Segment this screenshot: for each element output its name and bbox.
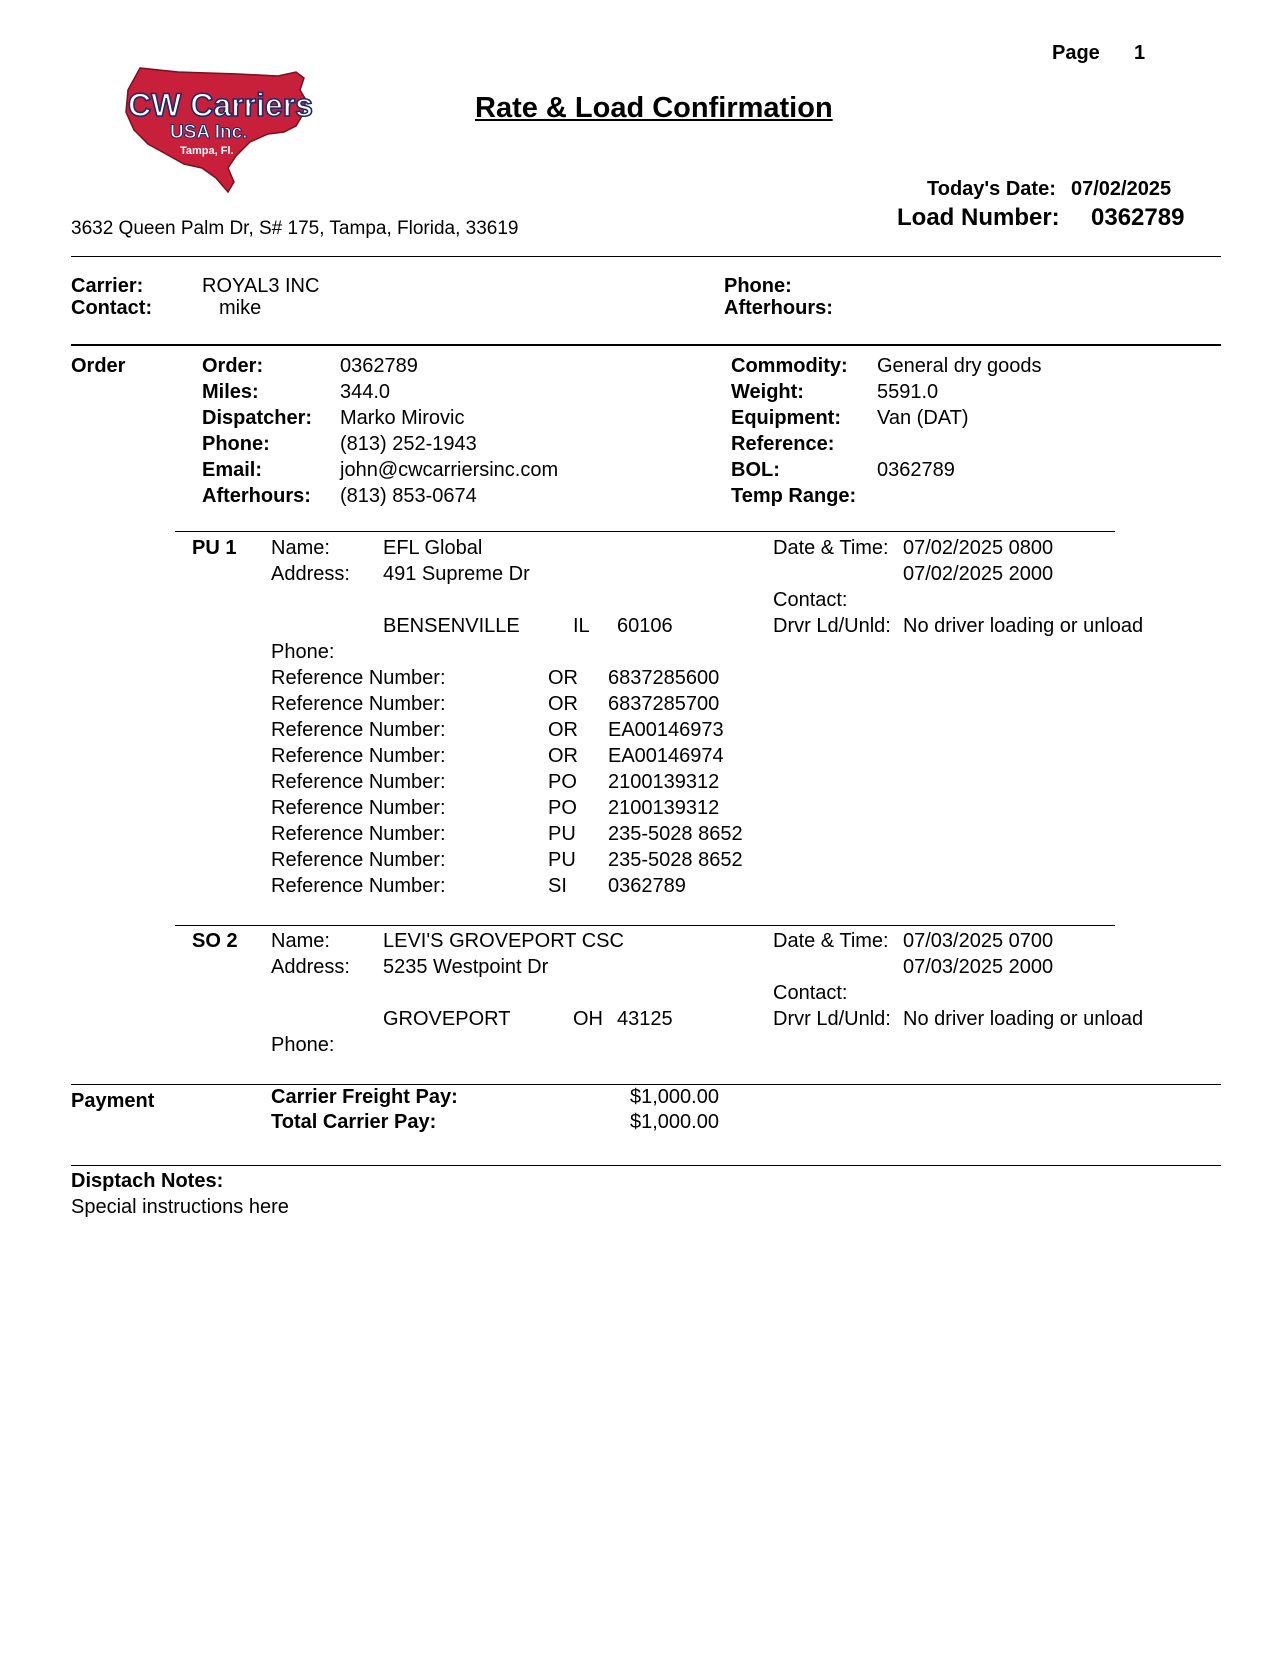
reference-label: Reference Number: [271, 667, 446, 689]
order-field-label: Commodity: [731, 355, 848, 377]
stop-datetime-label: Date & Time: [773, 537, 889, 559]
notes-divider [71, 1165, 1221, 1166]
reference-type: SI [548, 875, 567, 897]
stop-city: GROVEPORT [383, 1008, 511, 1030]
stop-zip: 60106 [617, 615, 673, 637]
reference-label: Reference Number: [271, 823, 446, 845]
order-field-label: Temp Range: [731, 485, 857, 507]
reference-value: 2100139312 [608, 771, 720, 793]
order-field-value: 5591.0 [877, 381, 939, 403]
stop-address-label: Address: [271, 956, 350, 978]
stop-name: EFL Global [383, 537, 483, 559]
reference-value: 235-5028 8652 [608, 849, 743, 871]
logo-line3: Tampa, Fl. [180, 145, 234, 157]
stop-phone-label: Phone: [271, 641, 335, 663]
stop-city: BENSENVILLE [383, 615, 520, 637]
order-section-label: Order [71, 355, 126, 377]
carrier-divider [71, 344, 1221, 346]
dispatch-notes-label: Disptach Notes: [71, 1170, 224, 1192]
stop-datetime-end: 07/03/2025 2000 [903, 956, 1054, 978]
stop-drvr-label: Drvr Ld/Unld: [773, 1008, 891, 1030]
reference-value: 2100139312 [608, 797, 720, 819]
company-address: 3632 Queen Palm Dr, S# 175, Tampa, Florida, 33619 [71, 218, 519, 239]
dispatch-notes-text: Special instructions here [71, 1196, 289, 1218]
reference-value: 0362789 [608, 875, 686, 897]
payment-divider [71, 1084, 1221, 1085]
stop-address: 491 Supreme Dr [383, 563, 530, 585]
reference-type: OR [548, 719, 578, 741]
reference-value: EA00146973 [608, 719, 724, 741]
todays-date-label: Today's Date: [927, 178, 1056, 200]
order-field-value: (813) 853-0674 [340, 485, 477, 507]
stop-contact-label: Contact: [773, 982, 848, 1004]
order-field-value: Marko Mirovic [340, 407, 465, 429]
stop-name-label: Name: [271, 930, 330, 952]
stop-address-label: Address: [271, 563, 350, 585]
logo-line2: USA Inc. [170, 122, 248, 143]
order-divider [175, 531, 1115, 532]
reference-type: PO [548, 797, 577, 819]
stop-state: IL [573, 615, 590, 637]
carrier-freight-pay: $1,000.00 [630, 1086, 719, 1108]
order-field-label: Reference: [731, 433, 835, 455]
stop-zip: 43125 [617, 1008, 673, 1030]
stop-address: 5235 Westpoint Dr [383, 956, 549, 978]
reference-value: 6837285600 [608, 667, 720, 689]
reference-label: Reference Number: [271, 719, 446, 741]
page-number: 1 [1134, 42, 1146, 64]
reference-type: PO [548, 771, 577, 793]
stop-name: LEVI'S GROVEPORT CSC [383, 930, 624, 952]
stop-name-label: Name: [271, 537, 330, 559]
total-carrier-pay: $1,000.00 [630, 1111, 719, 1133]
reference-type: PU [548, 849, 576, 871]
reference-label: Reference Number: [271, 771, 446, 793]
order-field-value: 0362789 [877, 459, 955, 481]
load-number: 0362789 [1091, 204, 1185, 231]
reference-type: OR [548, 693, 578, 715]
reference-value: EA00146974 [608, 745, 724, 767]
reference-type: OR [548, 667, 578, 689]
stop-id: SO 2 [192, 930, 238, 952]
stop-contact-label: Contact: [773, 589, 848, 611]
stop-datetime-start: 07/02/2025 0800 [903, 537, 1054, 559]
order-field-value: (813) 252-1943 [340, 433, 477, 455]
order-field-value: john@cwcarriersinc.com [340, 459, 559, 481]
stop-divider [175, 925, 1115, 926]
order-field-label: Afterhours: [202, 485, 311, 507]
reference-type: OR [548, 745, 578, 767]
order-field-label: Order: [202, 355, 264, 377]
todays-date: 07/02/2025 [1071, 178, 1172, 200]
order-field-value: General dry goods [877, 355, 1042, 377]
carrier-name: ROYAL3 INC [202, 275, 320, 297]
carrier-label: Carrier: [71, 275, 144, 297]
reference-label: Reference Number: [271, 875, 446, 897]
order-field-label: BOL: [731, 459, 780, 481]
reference-type: PU [548, 823, 576, 845]
load-number-label: Load Number: [897, 204, 1060, 231]
stop-phone-label: Phone: [271, 1034, 335, 1056]
order-field-value: Van (DAT) [877, 407, 969, 429]
carrier-freight-pay-label: Carrier Freight Pay: [271, 1086, 458, 1108]
order-field-label: Email: [202, 459, 263, 481]
order-field-value: 344.0 [340, 381, 391, 403]
reference-value: 235-5028 8652 [608, 823, 743, 845]
payment-section-label: Payment [71, 1090, 155, 1112]
reference-value: 6837285700 [608, 693, 720, 715]
document-title: Rate & Load Confirmation [475, 92, 833, 124]
stop-drvr: No driver loading or unload [903, 615, 1144, 637]
stop-datetime-end: 07/02/2025 2000 [903, 563, 1054, 585]
stop-state: OH [573, 1008, 603, 1030]
order-field-label: Miles: [202, 381, 259, 403]
reference-label: Reference Number: [271, 693, 446, 715]
order-field-label: Weight: [731, 381, 804, 403]
reference-label: Reference Number: [271, 849, 446, 871]
reference-label: Reference Number: [271, 797, 446, 819]
order-field-label: Phone: [202, 433, 270, 455]
stop-id: PU 1 [192, 537, 237, 559]
carrier-phone-label: Phone: [724, 275, 792, 297]
company-logo [118, 60, 338, 198]
contact-label: Contact: [71, 297, 153, 319]
header-divider [71, 256, 1221, 257]
stop-drvr-label: Drvr Ld/Unld: [773, 615, 891, 637]
contact-name: mike [219, 297, 262, 319]
logo-line1: CW Carriers [128, 87, 313, 123]
order-field-value: 0362789 [340, 355, 418, 377]
stop-datetime-label: Date & Time: [773, 930, 889, 952]
stop-drvr: No driver loading or unload [903, 1008, 1144, 1030]
carrier-afterhours-label: Afterhours: [724, 297, 833, 319]
reference-label: Reference Number: [271, 745, 446, 767]
order-field-label: Equipment: [731, 407, 841, 429]
order-field-label: Dispatcher: [202, 407, 313, 429]
total-carrier-pay-label: Total Carrier Pay: [271, 1111, 437, 1133]
page-label: Page [1052, 42, 1100, 64]
stop-datetime-start: 07/03/2025 0700 [903, 930, 1054, 952]
